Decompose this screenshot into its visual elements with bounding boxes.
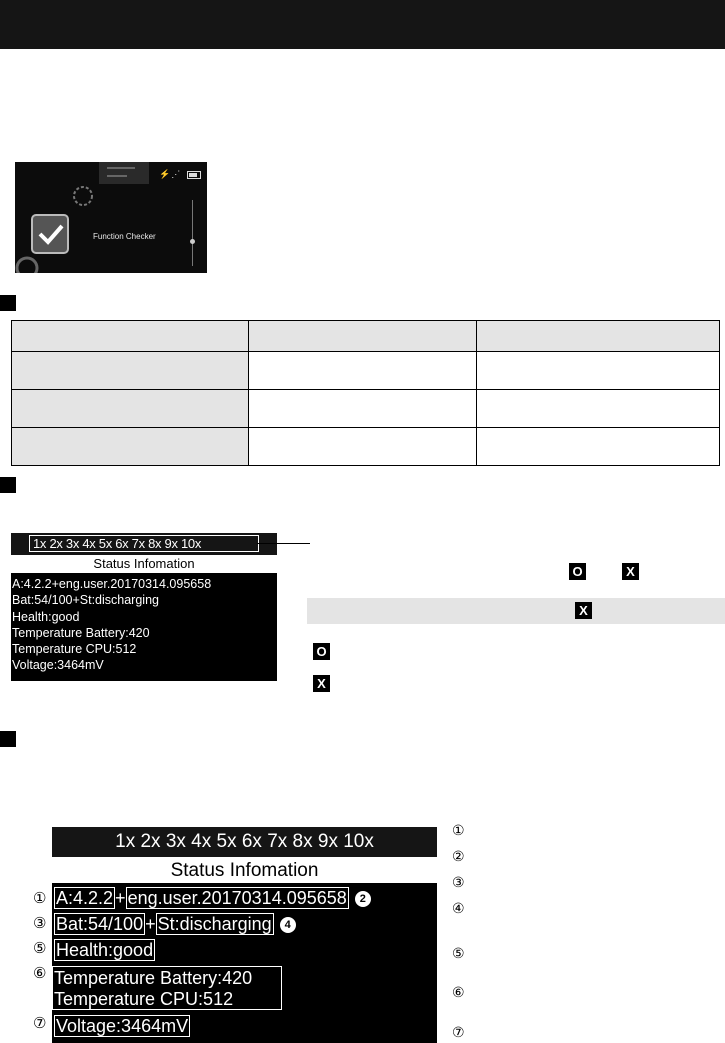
table-cell xyxy=(12,352,249,390)
highlight-row xyxy=(307,598,725,624)
table-cell xyxy=(249,352,477,390)
plus-sign: + xyxy=(145,914,156,934)
status-line-health xyxy=(54,939,155,961)
x-mark-icon: X xyxy=(622,563,639,580)
table-cell xyxy=(249,390,477,428)
o-mark-icon: O xyxy=(569,563,586,580)
table-row xyxy=(12,390,720,428)
status-line-version xyxy=(54,887,371,909)
table-header-row xyxy=(12,321,720,352)
zoom-bar[interactable] xyxy=(11,533,277,555)
legend-marker: ① xyxy=(452,822,465,838)
build-box: eng.user.20170314.095658 xyxy=(127,888,347,908)
marker-label: ⑦ xyxy=(33,1015,47,1032)
marker-label: ⑥ xyxy=(33,965,47,982)
marker-badge: 2 xyxy=(355,891,371,907)
callout-line xyxy=(257,543,310,544)
table-cell xyxy=(477,428,720,466)
plus-sign: + xyxy=(115,888,126,908)
section-marker xyxy=(0,295,16,311)
zoom-levels: 1x 2x 3x 4x 5x 6x 7x 8x 9x 10x xyxy=(33,536,202,551)
table-cell xyxy=(477,352,720,390)
status-title-large: Status Infomation xyxy=(170,860,319,881)
marker-label: ③ xyxy=(33,915,47,932)
x-mark-icon: X xyxy=(575,602,592,619)
voltage-box: Voltage:3464mV xyxy=(56,1016,189,1036)
function-checker-label: Function Checker xyxy=(93,232,156,241)
status-line-temp-cpu: Temperature CPU:512 xyxy=(54,989,234,1009)
x-mark-icon: X xyxy=(313,675,330,692)
table-row xyxy=(12,352,720,390)
status-title: Status Infomation xyxy=(93,556,195,571)
legend-marker: ③ xyxy=(452,874,465,890)
status-line-voltage xyxy=(54,1015,190,1037)
status-line-battery xyxy=(54,913,296,935)
status-info-body-large xyxy=(52,883,437,1043)
status-line-temp-battery: Temperature Battery:420 xyxy=(54,968,253,988)
table-cell xyxy=(12,428,249,466)
status-line: Voltage:3464mV xyxy=(12,658,104,673)
health-box: Health:good xyxy=(56,940,154,960)
status-line: Health:good xyxy=(12,609,80,624)
version-box: A:4.2.2 xyxy=(56,888,114,908)
marker-label: ① xyxy=(33,890,47,907)
status-panel-small xyxy=(11,533,277,681)
scroll-track xyxy=(192,200,193,266)
battery-icon xyxy=(187,171,201,179)
legend-marker: ⑤ xyxy=(452,945,465,961)
status-line: Bat:54/100+St:discharging xyxy=(12,593,159,608)
table-row xyxy=(12,428,720,466)
status-line: A:4.2.2+eng.user.20170314.095658 xyxy=(12,577,212,591)
status-line: Temperature CPU:512 xyxy=(12,642,137,657)
spec-table xyxy=(11,320,720,466)
legend-marker: ④ xyxy=(452,900,465,916)
header-bar xyxy=(0,0,725,49)
section-marker xyxy=(0,731,16,747)
table-cell xyxy=(249,428,477,466)
o-mark-icon: O xyxy=(313,643,330,660)
table-header-cell xyxy=(477,321,720,352)
state-box: St:discharging xyxy=(157,914,272,934)
legend-marker: ⑥ xyxy=(452,984,465,1000)
function-checker-icon[interactable] xyxy=(31,212,71,256)
device-screenshot xyxy=(15,162,207,273)
table-header-cell xyxy=(12,321,249,352)
table-cell xyxy=(477,390,720,428)
status-line: Temperature Battery:420 xyxy=(12,625,150,640)
signal-icons: ⚡⋰ xyxy=(159,169,182,179)
table-cell xyxy=(12,390,249,428)
marker-label: ⑤ xyxy=(33,940,47,957)
table-header-cell xyxy=(249,321,477,352)
battery-box: Bat:54/100 xyxy=(56,914,144,934)
status-info-body xyxy=(11,573,277,681)
zoom-bar-large[interactable]: 1x 2x 3x 4x 5x 6x 7x 8x 9x 10x xyxy=(52,827,437,857)
legend-marker: ② xyxy=(452,848,465,864)
section-marker xyxy=(0,477,16,493)
legend-marker: ⑦ xyxy=(452,1024,465,1040)
marker-badge: 4 xyxy=(280,917,296,933)
scroll-indicator xyxy=(190,239,195,244)
